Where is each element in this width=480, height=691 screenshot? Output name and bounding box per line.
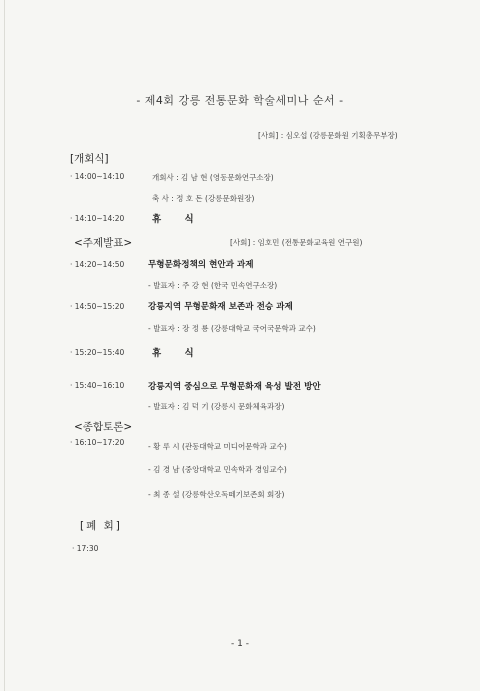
presentation2-title: 강릉지역 무형문화재 보존과 전승 과제: [148, 302, 293, 312]
closing-time: · 17:30: [72, 544, 99, 553]
discussion-time: · 16:10~17:20: [70, 438, 125, 447]
break1-time: · 14:10~14:20: [70, 214, 125, 223]
break2-time: · 15:20~15:40: [70, 348, 125, 357]
presentation3-title: 강릉지역 중심으로 무형문화재 육성 발전 방안: [148, 382, 321, 392]
panelist-1: - 황 루 시 (관동대학교 미디어문학과 교수): [148, 442, 287, 451]
panelist-3: - 최 종 설 (강릉학산오독떼기보존회 회장): [148, 490, 285, 499]
break1-label: 휴 식: [152, 214, 204, 225]
presentation3-time: · 15:40~16:10: [70, 381, 125, 390]
presentation2-time: · 14:50~15:20: [70, 302, 125, 311]
presentations-host: [사회] : 임호민 (전통문화교육원 연구원): [230, 238, 363, 247]
opening-host: [사회] : 심오섭 (강릉문화원 기획총무부장): [258, 131, 398, 140]
opening-heading: [개회식]: [70, 153, 109, 165]
page-number: - 1 -: [231, 639, 249, 649]
presentation1-time: · 14:20~14:50: [70, 260, 125, 269]
opening-address: 개회사 : 김 남 현 (영동문화연구소장): [152, 173, 274, 182]
program-title: - 제4회 강릉 전통문화 학술세미나 순서 -: [136, 94, 344, 107]
closing-heading: [폐 회]: [80, 520, 122, 532]
presentation1-presenter: - 발표자 : 주 강 현 (한국 민속연구소장): [148, 281, 278, 290]
presentations-heading: <주제발표>: [74, 237, 133, 249]
break2-label: 휴 식: [152, 348, 204, 359]
opening-time: · 14:00~14:10: [70, 172, 125, 181]
discussion-heading: <종합토론>: [74, 421, 133, 433]
presentation1-title: 무형문화정책의 현안과 과제: [148, 260, 254, 270]
presentation2-presenter: - 발표자 : 장 정 룡 (강릉대학교 국어국문학과 교수): [148, 324, 316, 333]
presentation3-presenter: - 발표자 : 김 덕 기 (강릉시 문화체육과장): [148, 402, 285, 411]
congratulatory-address: 축 사 : 정 호 돈 (강릉문화원장): [152, 194, 255, 203]
panelist-2: - 김 경 남 (중앙대학교 민속학과 경임교수): [148, 465, 287, 474]
